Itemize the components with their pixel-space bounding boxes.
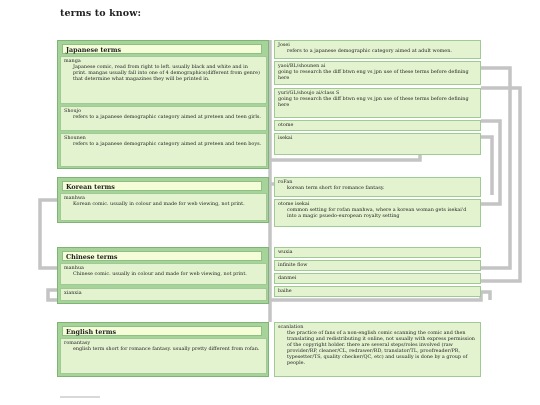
entry-yuri	[274, 88, 481, 118]
entry-isekai	[274, 133, 481, 155]
entry-baihe	[274, 286, 481, 297]
term-baihe: baihe	[278, 288, 292, 294]
japanese-terms-panel	[57, 40, 269, 169]
entry-shounen	[60, 133, 267, 167]
def-romantasy: english term short for romance fantasy. usually pretty different from rofan.	[73, 346, 260, 352]
entry-rofan	[274, 177, 481, 197]
def-scanlation: the practice of fans of a non-english comic scanning the comic and then translating and redistributing it online, not usually with express permission of the copyright holder. there are several steps/roles involved (raw provider/RP, cleaner/CL, redrawer/RD, translator/TL, proofreader/PR, typesetter/TS, quality checker/QC, etc) and usually is done by a group of people.	[287, 330, 475, 366]
term-yaoi: yaoi/BL/shounen ai	[278, 63, 326, 69]
term-manhua: manhua	[64, 265, 84, 271]
def-otome-isekai: common setting for rofan manhwa, where a korean woman gets isekai'd into a magic psuedo-european royalty setting	[287, 207, 467, 219]
entry-josei	[274, 40, 481, 59]
link-manhwa-manhua	[40, 200, 57, 268]
chinese-terms-title: Chinese terms	[62, 251, 262, 261]
def-manga: Japanese comic, read from right to left. usually black and white and in print. mangas usually fall into one of 4 demographics(different from genre) that determine what magazines they will be printed in.	[73, 64, 260, 82]
entry-otome-isekai	[274, 199, 481, 227]
chinese-terms-panel	[57, 247, 269, 304]
japanese-terms-title: Japanese terms	[62, 44, 262, 54]
def-shounen: refers to a japanese demographic category aimed at preteen and teen boys.	[73, 141, 262, 147]
link-yaoi-danmei	[481, 68, 510, 268]
entry-danmei	[274, 273, 481, 284]
entry-shoujo	[60, 106, 267, 131]
entry-otome	[274, 120, 481, 131]
term-yuri: yuri/GL/shoujo ai/class S	[278, 90, 340, 96]
term-shounen: Shounen	[64, 135, 86, 141]
term-otome-isekai: otome isekai	[278, 201, 310, 207]
term-shoujo: Shoujo	[64, 108, 82, 114]
term-josei: Josei	[278, 42, 290, 48]
english-terms-panel	[57, 322, 269, 377]
def-josei: refers to a japanese demographic category aimed at adult women.	[287, 48, 452, 54]
term-isekai: isekai	[278, 135, 293, 141]
def-yuri: going to research the diff btwn eng vs jpn use of these terms before defining here	[278, 96, 469, 108]
term-scanlation: scanlation	[278, 324, 304, 330]
entry-manhwa	[60, 193, 267, 221]
entry-romantasy	[60, 338, 267, 374]
def-rofan: korean term short for romance fantasy.	[287, 185, 385, 191]
entry-manga	[60, 56, 267, 104]
def-shoujo: refers to a japanese demographic category aimed at preteen and teen girls.	[73, 114, 261, 120]
term-wuxia: wuxia	[278, 249, 293, 255]
page-heading: terms to know:	[60, 8, 142, 19]
entry-yaoi	[274, 61, 481, 85]
term-xianxia: xianxia	[64, 290, 82, 296]
entry-xianxia	[60, 288, 267, 301]
term-romantasy: romantasy	[64, 340, 91, 346]
def-yaoi: going to research the diff btwn eng vs jpn use of these terms before defining here	[278, 69, 469, 81]
korean-terms-panel	[57, 177, 269, 223]
def-manhua: Chinese comic. usually in colour and made for web viewing, not print.	[73, 271, 247, 277]
term-rofan: roFan	[278, 179, 293, 185]
link-isekai-right	[481, 137, 492, 195]
entry-infinite-flow	[274, 260, 481, 271]
term-manhwa: manhwa	[64, 195, 85, 201]
entry-wuxia	[274, 247, 481, 258]
term-danmei: danmei	[278, 275, 297, 281]
def-manhwa: Korean comic. usually in colour and made for web viewing, not print.	[73, 201, 245, 207]
korean-terms-title: Korean terms	[62, 181, 262, 191]
entry-scanlation	[274, 322, 481, 377]
entry-manhua	[60, 263, 267, 285]
term-infinite-flow: infinite flow	[278, 262, 308, 268]
term-manga: manga	[64, 58, 81, 64]
english-terms-title: English terms	[62, 326, 262, 336]
term-otome: otome	[278, 122, 294, 128]
page-footer-mark	[60, 396, 100, 398]
